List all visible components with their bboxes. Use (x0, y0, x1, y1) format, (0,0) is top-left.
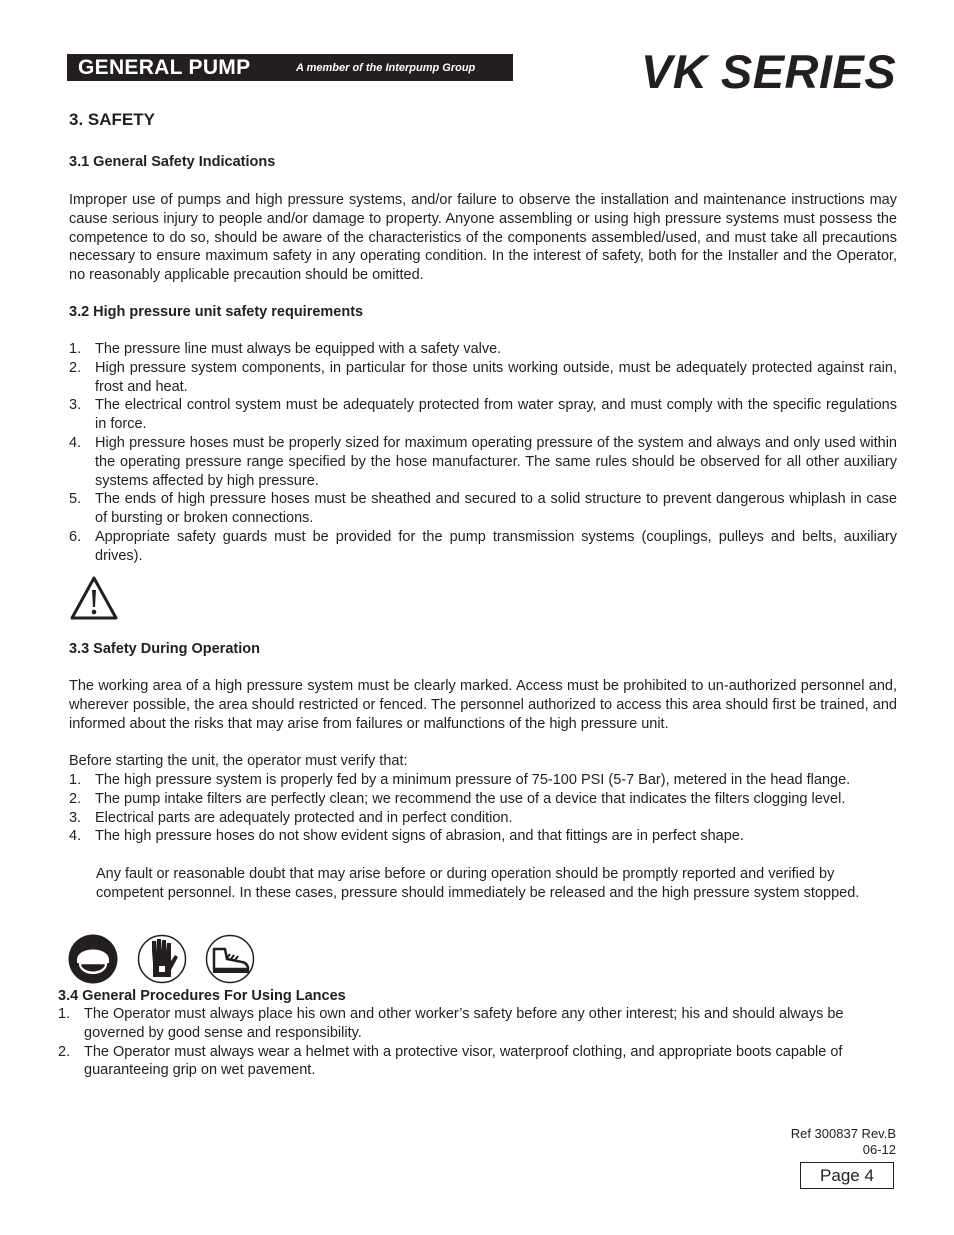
brand-banner (67, 54, 513, 81)
list-item: 5. The ends of high pressure hoses must be sheathed and secured to a solid structure to prevent dangerous whiplash in case of bursting or broken connections. (69, 491, 897, 527)
list-3-3 (69, 771, 897, 846)
list-item: 1. The high pressure system is properly fed by a minimum pressure of 75-100 PSI (5-7 Bar), metered in the head flange. (69, 772, 851, 788)
list-item: 3. The electrical control system must be adequately protected from water spray, and must comply with the specific regulations in force. (69, 397, 897, 433)
section-title: 3. SAFETY (69, 110, 155, 129)
heading-3-3: 3.3 Safety During Operation (69, 641, 260, 657)
paragraph-3-1: Improper use of pumps and high pressure systems, and/or failure to observe the installation and maintenance instructions may cause serious injury to people and/or damage to property. Anyone assembling or using high pressure systems must possess the competence to do so, should be aware of the characteristics of the components assembled/used, and must take all precautions necessary to ensure maximum safety in any operating condition. In the interest of safety, both for the Installer and the Operator, no reasonably applicable precaution should be omitted. (69, 192, 897, 284)
list-item: 1. The pressure line must always be equipped with a safety valve. (69, 341, 502, 357)
list-item: 6. Appropriate safety guards must be provided for the pump transmission systems (couplings, pulleys and belts, auxiliary drives). (69, 528, 897, 564)
paragraph-3-3: The working area of a high pressure system must be clearly marked. Access must be prohibited to un-authorized personnel and, wherever possible, the area should restricted or fenced. The personnel authorized to access this area should first be trained, and informed about the risks that may arise from failures or malfunctions of the high pressure unit. (69, 678, 897, 732)
heading-3-1: 3.1 General Safety Indications (69, 154, 276, 170)
list-item: 2. The pump intake filters are perfectly clean; we recommend the use of a device that indicates the filters clogging level. (69, 790, 846, 807)
warning-icon (69, 575, 119, 621)
list-3-2 (69, 340, 897, 566)
ref-number: Ref 300837 Rev.B (790, 1126, 896, 1141)
list-item: 3. Electrical parts are adequately protected and in perfect condition. (69, 809, 513, 826)
protective-gloves-icon (137, 933, 187, 985)
list-item: 2. High pressure system components, in particular for those units working outside, must be adequately protected against rain, frost and heat. (69, 359, 897, 395)
fault-note: Any fault or reasonable doubt that may arise before or during operation should be promptly reported and verified by competent personnel. In these cases, pressure should immediately be released and the high pressure system stopped. (96, 866, 860, 901)
member-tagline: A member of the Interpump Group (296, 62, 476, 74)
safety-boots-icon (205, 933, 255, 985)
list-item: 2. The Operator must always wear a helmet with a protective visor, waterproof clothing, and appropriate boots capable of guaranteeing grip on wet pavement. (58, 1043, 843, 1079)
verify-intro: Before starting the unit, the operator must verify that: (69, 753, 408, 769)
ref-date: 06-12 (862, 1142, 896, 1157)
document-reference (740, 1126, 896, 1158)
page-number-box (800, 1162, 894, 1189)
heading-3-4: 3.4 General Procedures For Using Lances (58, 988, 346, 1004)
helmet-visor-icon (67, 933, 119, 985)
heading-3-2: 3.2 High pressure unit safety requirements (69, 304, 364, 320)
brand-name: GENERAL PUMP (78, 56, 251, 79)
series-title: VK SERIES (641, 45, 897, 98)
list-item: 4. The high pressure hoses do not show evident signs of abrasion, and that fittings are in perfect shape. (69, 828, 744, 845)
page-number: Page 4 (820, 1166, 874, 1185)
list-3-4 (58, 1005, 897, 1080)
list-item: 1. The Operator must always place his own and other worker’s safety before any other interest; his and should always be governed by good sense and responsibility. (58, 1006, 844, 1041)
list-item: 4. High pressure hoses must be properly sized for maximum operating pressure of the system and always and only used within the operating pressure range specified by the hose manufacturer. The same rules should be observed for all other auxiliary systems affected by high pressure. (69, 434, 897, 489)
